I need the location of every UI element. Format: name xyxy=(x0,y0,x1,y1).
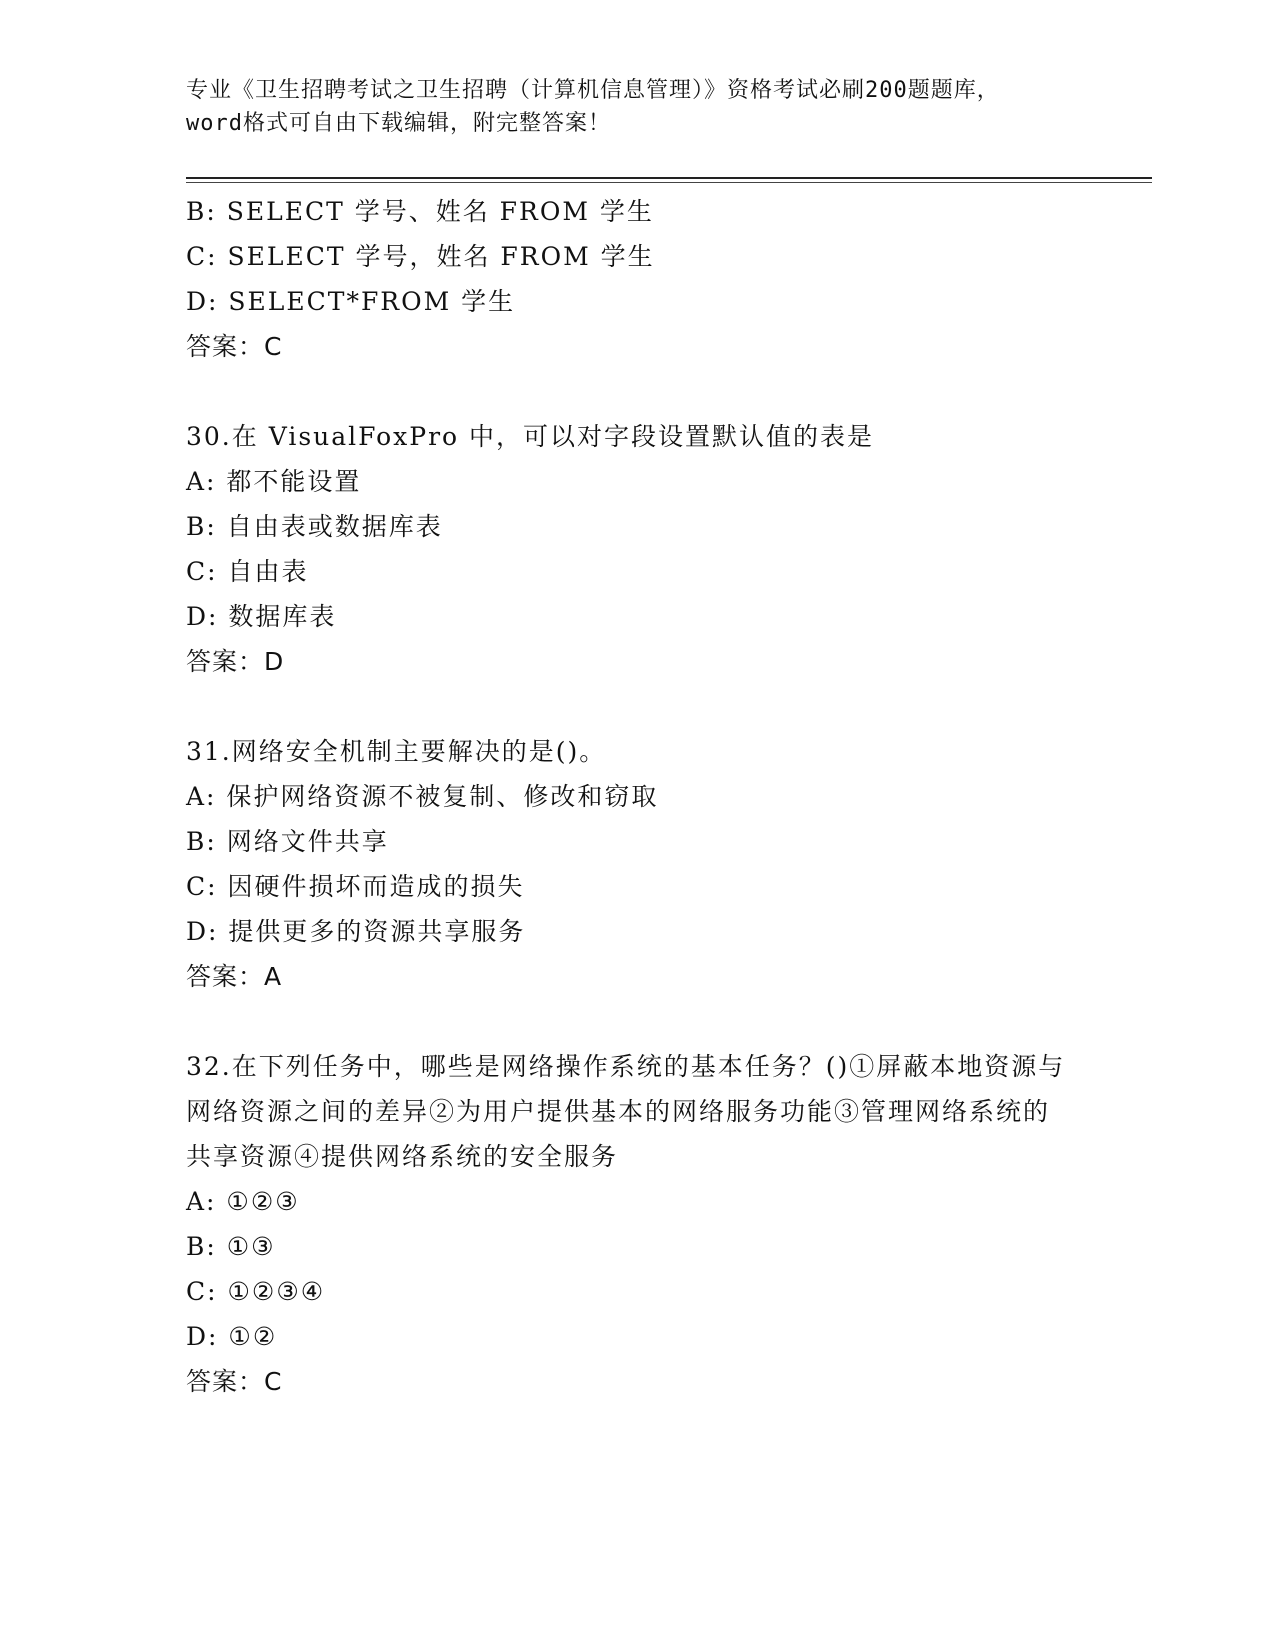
option-d: D: 提供更多的资源共享服务 xyxy=(186,917,526,946)
header-divider-thin xyxy=(186,182,1152,183)
question-block-30 xyxy=(186,414,1086,684)
option-d: D: 数据库表 xyxy=(186,602,337,631)
answer-line: 答案：A xyxy=(186,962,283,991)
question-block-32 xyxy=(186,1044,1086,1404)
document-header xyxy=(186,74,1086,140)
option-b: B: ①③ xyxy=(186,1232,276,1261)
spacer xyxy=(186,999,1086,1044)
question-block-carryover xyxy=(186,189,1086,369)
option-c: C: 自由表 xyxy=(186,557,309,586)
option-a: A: ①②③ xyxy=(186,1187,300,1216)
option-d: D: SELECT*FROM 学生 xyxy=(186,287,516,316)
answer-line: 答案：C xyxy=(186,1367,283,1396)
option-d: D: ①② xyxy=(186,1322,278,1351)
header-divider-thick xyxy=(186,177,1152,179)
option-c: C: SELECT 学号，姓名 FROM 学生 xyxy=(186,242,655,271)
option-b: B: SELECT 学号、姓名 FROM 学生 xyxy=(186,197,654,226)
answer-line: 答案：C xyxy=(186,332,283,361)
option-c: C: 因硬件损坏而造成的损失 xyxy=(186,872,525,901)
question-text: 31.网络安全机制主要解决的是()。 xyxy=(186,737,607,766)
header-title-line-2: word格式可自由下载编辑，附完整答案！ xyxy=(186,111,611,136)
option-b: B: 自由表或数据库表 xyxy=(186,512,443,541)
answer-line: 答案：D xyxy=(186,647,285,676)
option-a: A: 保护网络资源不被复制、修改和窃取 xyxy=(186,782,659,811)
option-a: A: 都不能设置 xyxy=(186,467,362,496)
question-text: 30.在 VisualFoxPro 中，可以对字段设置默认值的表是 xyxy=(186,422,875,451)
question-text: 32.在下列任务中，哪些是网络操作系统的基本任务？()①屏蔽本地资源与网络资源之间的差异②为用户提供基本的网络服务功能③管理网络系统的共享资源④提供网络系统的安全服务 xyxy=(186,1052,1066,1171)
option-b: B: 网络文件共享 xyxy=(186,827,389,856)
spacer xyxy=(186,684,1086,729)
spacer xyxy=(186,369,1086,414)
option-c: C: ①②③④ xyxy=(186,1277,326,1306)
header-title-line-1: 专业《卫生招聘考试之卫生招聘（计算机信息管理）》资格考试必刷200题题库， xyxy=(186,78,1000,103)
question-list xyxy=(186,189,1086,1404)
question-block-31 xyxy=(186,729,1086,999)
